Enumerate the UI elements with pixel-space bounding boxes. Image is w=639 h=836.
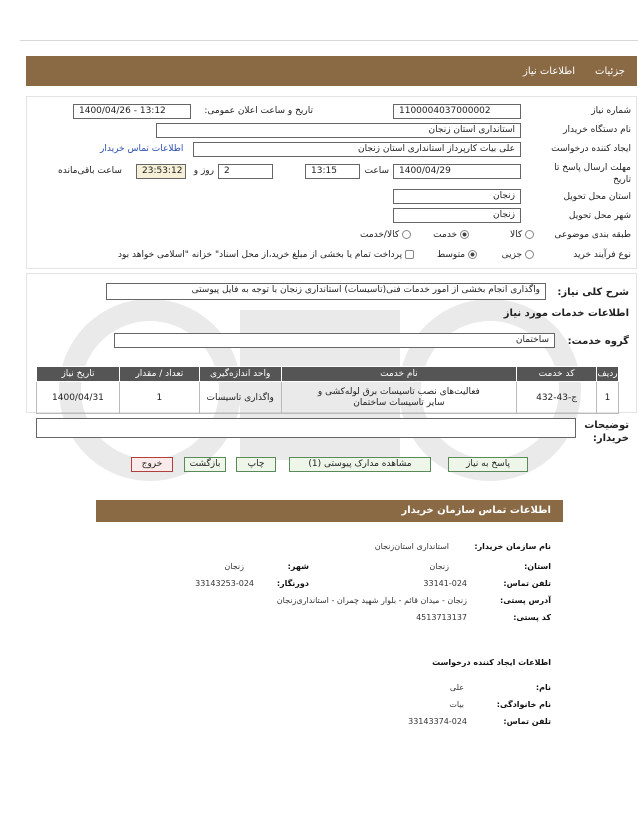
need-number-label: شماره نیاز — [591, 106, 631, 116]
category-service-option[interactable] — [433, 230, 469, 240]
services-title: اطلاعات خدمات مورد نیاز — [503, 308, 629, 319]
cell-index: 1 — [597, 382, 619, 414]
category-goods-option[interactable] — [510, 230, 534, 240]
category-goods-service-option[interactable] — [360, 230, 411, 240]
col-index: ردیف — [597, 367, 619, 382]
cell-date: 1400/04/31 — [37, 382, 120, 414]
process-label: نوع فرآیند خرید — [573, 250, 631, 260]
payment-option[interactable] — [118, 250, 414, 260]
need-info-panel — [26, 96, 637, 269]
contact-province-value: زنجان — [429, 562, 449, 571]
announce-field: 1400/04/26 - 13:12 — [73, 104, 191, 119]
creator-info-title: اطلاعات ایجاد کننده درخواست — [432, 658, 551, 667]
deadline-date-field: 1400/04/29 — [393, 164, 521, 179]
payment-note-text: پرداخت تمام یا بخشی از مبلغ خرید،از محل اسناد" خزانه "اسلامی خواهد بود — [117, 250, 403, 260]
radio-small[interactable] — [525, 250, 534, 259]
days-field: 2 — [218, 164, 273, 179]
postal-value: 4513713137 — [416, 613, 467, 622]
buyer-label: نام دستگاه خریدار — [563, 125, 631, 135]
creator-family-value: بیات — [449, 700, 464, 709]
city-label: شهر محل تحویل — [568, 211, 631, 221]
address-value: زنجان - میدان قائم - بلوار شهید چمران - استانداری‌زنجان — [276, 596, 467, 605]
cell-unit: واگذاری تاسیسات — [199, 382, 281, 414]
description-label: شرح کلی نیاز: — [557, 287, 629, 298]
back-button[interactable]: بازگشت — [184, 457, 226, 472]
org-value: استانداری استان‌زنجان — [374, 542, 449, 551]
radio-service[interactable] — [460, 230, 469, 239]
contact-fax-label: دورنگار: — [276, 579, 309, 588]
breadcrumb-details[interactable]: جزئیات — [595, 66, 625, 77]
creator-phone-value: 33143374-024 — [408, 717, 467, 726]
contact-fax-value: 33143253-024 — [195, 579, 254, 588]
province-field: زنجان — [393, 189, 521, 204]
postal-label: کد پستی: — [513, 613, 551, 622]
table-header-row — [37, 367, 619, 382]
contact-phone-label: تلفن تماس: — [503, 579, 551, 588]
service-group-field: ساختمان — [114, 333, 555, 348]
table-row — [37, 382, 619, 414]
day-label: روز و — [193, 166, 214, 176]
deadline-time-label: ساعت — [364, 166, 389, 176]
attachments-button[interactable]: مشاهده مدارک پیوستی (1) — [289, 457, 431, 472]
remaining-label: ساعت باقی‌مانده — [58, 166, 122, 176]
contact-city-label: شهر: — [287, 562, 309, 571]
exit-button[interactable]: خروج — [131, 457, 173, 472]
address-label: آدرس پستی: — [500, 596, 551, 605]
deadline-time-field: 13:15 — [305, 164, 360, 179]
service-group-label: گروه خدمت: — [567, 336, 629, 347]
radio-goods[interactable] — [525, 230, 534, 239]
creator-phone-label: تلفن تماس: — [503, 717, 551, 726]
deadline-label: مهلت ارسال پاسخ تا تاریخ — [554, 163, 631, 185]
cell-name: فعالیت‌های نصب تاسیسات برق لوله‌کشی و سایر تاسیسات ساختمان — [281, 382, 517, 414]
contact-header — [96, 500, 563, 522]
category-service-text: خدمت — [433, 230, 458, 240]
top-divider — [20, 40, 638, 41]
creator-label: ایجاد کننده درخواست — [551, 144, 631, 154]
col-date: تاریخ نیاز — [37, 367, 120, 382]
org-label: نام سازمان خریدار: — [474, 542, 551, 551]
reply-button[interactable]: پاسخ به نیاز — [448, 457, 528, 472]
creator-name-label: نام: — [535, 683, 551, 692]
city-field: زنجان — [393, 208, 521, 223]
breadcrumb-need-info[interactable]: اطلاعات نیاز — [523, 66, 575, 77]
buyer-notes-field — [36, 418, 576, 438]
radio-medium[interactable] — [468, 250, 477, 259]
description-field: واگذاری انجام بخشی از امور خدمات فنی(تاسیسات) استانداری زنجان با توجه به فایل پیوستی — [106, 283, 546, 300]
contact-phone-value: 33141-024 — [423, 579, 467, 588]
creator-name-value: علی — [449, 683, 464, 692]
process-medium-option[interactable] — [437, 250, 477, 260]
col-code: کد خدمت — [517, 367, 597, 382]
col-unit: واحد اندازه‌گیری — [199, 367, 281, 382]
buyer-notes-label: توضیحات خریدار: — [584, 420, 629, 444]
page-header — [26, 56, 637, 86]
payment-checkbox[interactable] — [405, 250, 414, 259]
services-table — [36, 366, 619, 414]
radio-goods-service[interactable] — [402, 230, 411, 239]
cell-code: ج-43-432 — [517, 382, 597, 414]
process-medium-text: متوسط — [436, 250, 466, 260]
contact-province-label: استان: — [524, 562, 551, 571]
category-goods-service-text: کالا/خدمت — [359, 230, 400, 240]
process-small-text: جزیی — [501, 250, 523, 260]
process-small-option[interactable] — [502, 250, 534, 260]
col-qty: تعداد / مقدار — [119, 367, 199, 382]
category-goods-text: کالا — [509, 230, 523, 240]
contact-title: اطلاعات تماس سازمان خریدار — [401, 505, 551, 516]
buyer-contact-link[interactable]: اطلاعات تماس خریدار — [100, 144, 184, 154]
province-label: استان محل تحویل — [563, 192, 631, 202]
creator-family-label: نام خانوادگی: — [496, 700, 551, 709]
print-button[interactable]: چاپ — [236, 457, 276, 472]
countdown-field: 23:53:12 — [136, 164, 186, 179]
need-number-field: 1100004037000002 — [393, 104, 521, 119]
buyer-field: استانداری استان زنجان — [156, 123, 521, 138]
creator-field: علی بیات کارپرداز استانداری استان زنجان — [193, 142, 521, 157]
col-name: نام خدمت — [281, 367, 517, 382]
announce-label: تاریخ و ساعت اعلان عمومی: — [204, 106, 313, 116]
category-label: طبقه بندی موضوعی — [554, 230, 631, 240]
contact-city-value: زنجان — [224, 562, 244, 571]
cell-qty: 1 — [119, 382, 199, 414]
